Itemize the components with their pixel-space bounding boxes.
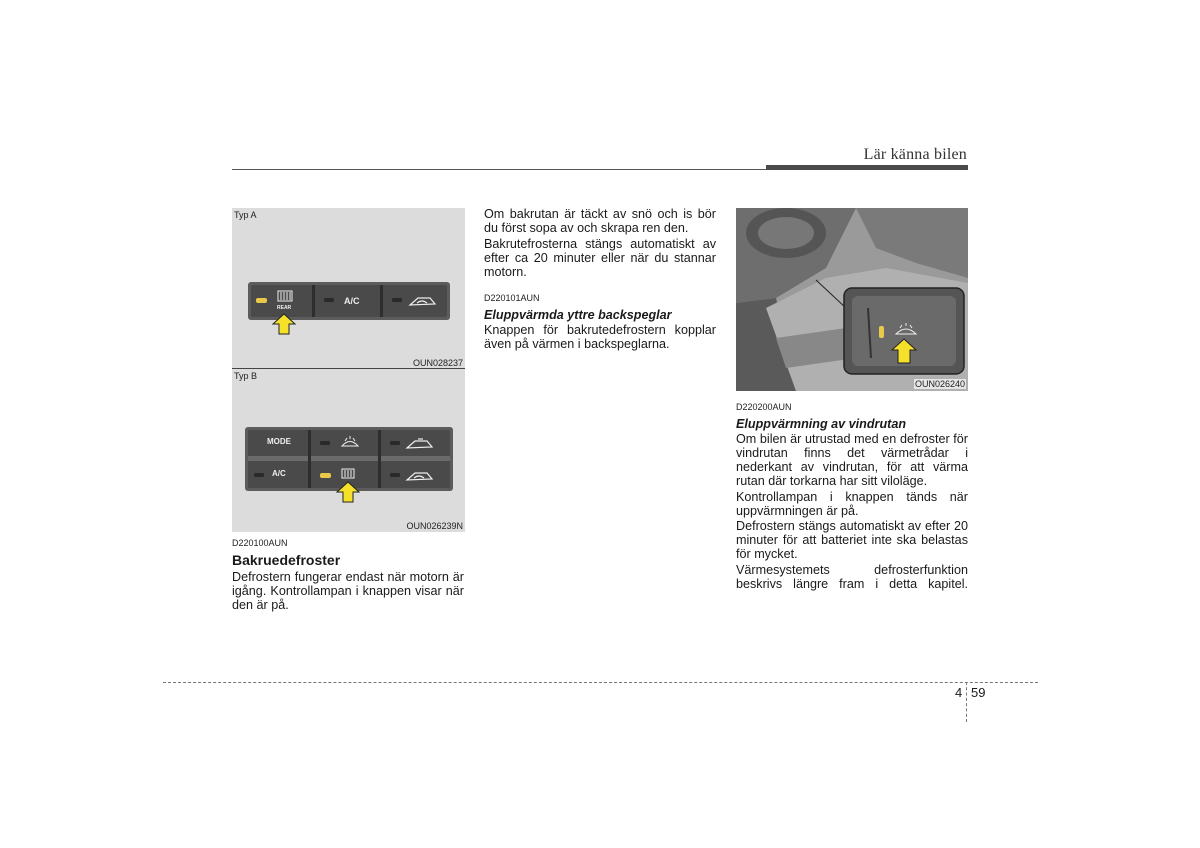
rear-button-label: REAR	[277, 305, 292, 311]
footer-rule	[163, 682, 1038, 683]
figure-code: OUN026240	[914, 379, 965, 389]
figure-typ-a	[232, 208, 465, 368]
paragraph: Om bakrutan är täckt av snö och is bör du först sopa av och skrapa ren den.	[484, 207, 716, 235]
header-rule	[232, 169, 767, 170]
figure-typ-b	[232, 369, 465, 532]
control-panel-typ-a	[232, 208, 465, 368]
paragraph: Värmesystemets defrosterfunktion beskrivs längre fram i detta kapitel.	[736, 562, 968, 591]
paragraph: Defrostern fungerar endast när motorn är igång. Kontrollampan i knappen visar när den är på.	[232, 570, 464, 612]
section-heading: Eluppvärmda yttre backspeglar	[484, 307, 672, 322]
indicator-lamp-on	[256, 298, 267, 303]
figure-code: OUN026239N	[406, 521, 463, 531]
page-number: 59	[971, 685, 986, 700]
mode-button-label: MODE	[267, 437, 291, 446]
figure-label: Typ B	[234, 371, 258, 381]
section-code: D220200AUN	[736, 402, 792, 412]
section-code: D220100AUN	[232, 538, 288, 548]
paragraph: Bakrutefrosterna stängs automatiskt av efter ca 20 minuter eller när du stannar motorn.	[484, 236, 716, 279]
middle-column	[484, 207, 716, 352]
section-heading: Eluppvärmning av vindrutan	[736, 417, 907, 431]
control-panel-typ-b	[232, 369, 465, 532]
dashboard-photo	[736, 208, 968, 391]
chapter-number: 4	[955, 685, 963, 700]
paragraph: Defrostern stängs automatiskt av efter 20 minuter för att batteriet inte ska belastas för mycket.	[736, 519, 968, 561]
footer-divider	[966, 682, 967, 722]
figure-label: Typ A	[234, 210, 257, 220]
paragraph: Knappen för bakrutedefrostern kopplar även på värmen i backspeglarna.	[484, 322, 716, 351]
section-title: Lär känna bilen	[863, 146, 967, 163]
figure-code: OUN028237	[412, 358, 463, 368]
section-heading: Bakruedefroster	[232, 552, 341, 568]
paragraph: Om bilen är utrustad med en defroster för vindrutan finns det värmetrådar i nederkant av vindrutan, för att värma rutan där torkarna har sitt viloläge.	[736, 432, 968, 488]
indicator-lamp-on	[320, 473, 331, 478]
header-rule-accent	[766, 165, 968, 170]
paragraph: Kontrollampan i knappen tänds när uppvärmningen är på.	[736, 489, 968, 518]
section-code: D220101AUN	[484, 292, 540, 303]
right-column	[736, 400, 968, 592]
indicator-lamp-on	[879, 326, 884, 338]
ac-button-label: A/C	[344, 296, 360, 306]
figure-windshield-defrost-photo	[736, 208, 968, 391]
ac-button-label: A/C	[272, 469, 286, 478]
left-column	[232, 536, 464, 614]
